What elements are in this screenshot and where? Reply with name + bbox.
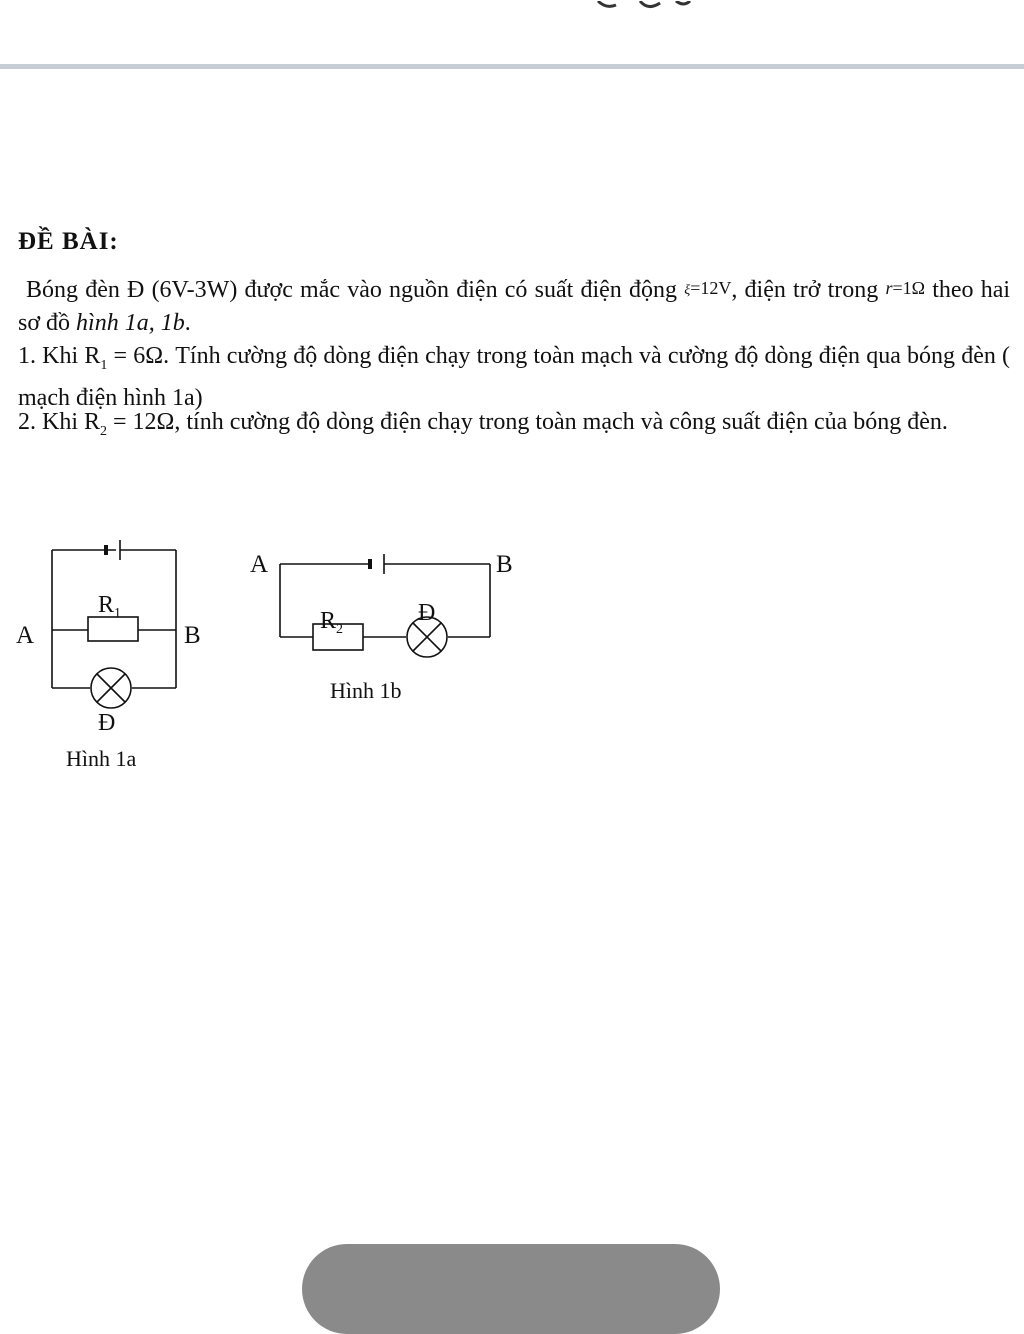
lamp-1b-label: Đ <box>418 600 436 626</box>
q2-rest: = 12Ω, tính cường độ dòng điện chạy trong toàn mạch và công suất điện của bóng đèn. <box>107 409 948 435</box>
circuit-1a <box>52 540 176 708</box>
resistor-r1-label <box>98 592 121 621</box>
node-a-1b: A <box>250 551 269 578</box>
r1-subscript: 1 <box>114 606 122 621</box>
r-symbol: r <box>885 278 893 298</box>
emf-formula <box>684 278 731 298</box>
q1-rest: = 6Ω. Tính cường độ dòng điện chạy trong toàn mạch và cường độ dòng điện qua bóng đèn ( mạch điện hình 1a) <box>18 343 1011 411</box>
problem-intro <box>18 272 1010 340</box>
r1-letter: R <box>98 592 115 618</box>
bottom-action-pill[interactable] <box>302 1244 720 1334</box>
r2-letter: R <box>320 608 337 634</box>
circuit-1b <box>280 554 490 657</box>
q2-start: 2. Khi R <box>18 409 101 435</box>
emf-value: =12V <box>690 278 732 298</box>
caption-1a: Hình 1a <box>66 746 137 771</box>
lamp-1a-label: Đ <box>98 710 116 736</box>
q1-sub: 1 <box>100 357 108 373</box>
node-a-1a: A <box>16 622 35 649</box>
question-2 <box>18 406 1010 448</box>
cropped-text-fragment <box>0 1 1024 13</box>
q1-start: 1. Khi R <box>18 343 101 369</box>
figures-reference: hình 1a, 1b <box>76 310 185 336</box>
r2-subscript: 2 <box>336 622 344 637</box>
node-b-1b: B <box>496 551 513 578</box>
circuit-diagrams <box>0 520 560 790</box>
cropped-top-text <box>0 0 1024 12</box>
caption-1b: Hình 1b <box>330 678 402 703</box>
resistor-r1 <box>88 617 138 641</box>
internal-resistance-formula <box>885 278 925 298</box>
resistor-r2-label <box>320 608 343 637</box>
top-divider <box>0 64 1024 69</box>
intro-text-2: , điện trở trong <box>731 277 879 303</box>
question-1 <box>18 340 1010 415</box>
r-value: =1Ω <box>892 278 925 298</box>
intro-end: . <box>184 310 191 336</box>
node-b-1a: B <box>184 622 201 649</box>
emf-symbol: ξ <box>684 283 691 298</box>
intro-text-1: Bóng đèn Đ (6V-3W) được mắc vào nguồn điện có suất điện động <box>26 277 677 303</box>
q2-sub: 2 <box>100 423 108 439</box>
exercise-heading: ĐỀ BÀI: <box>18 228 119 255</box>
intro-text-3: theo hai sơ đồ <box>18 277 1011 336</box>
